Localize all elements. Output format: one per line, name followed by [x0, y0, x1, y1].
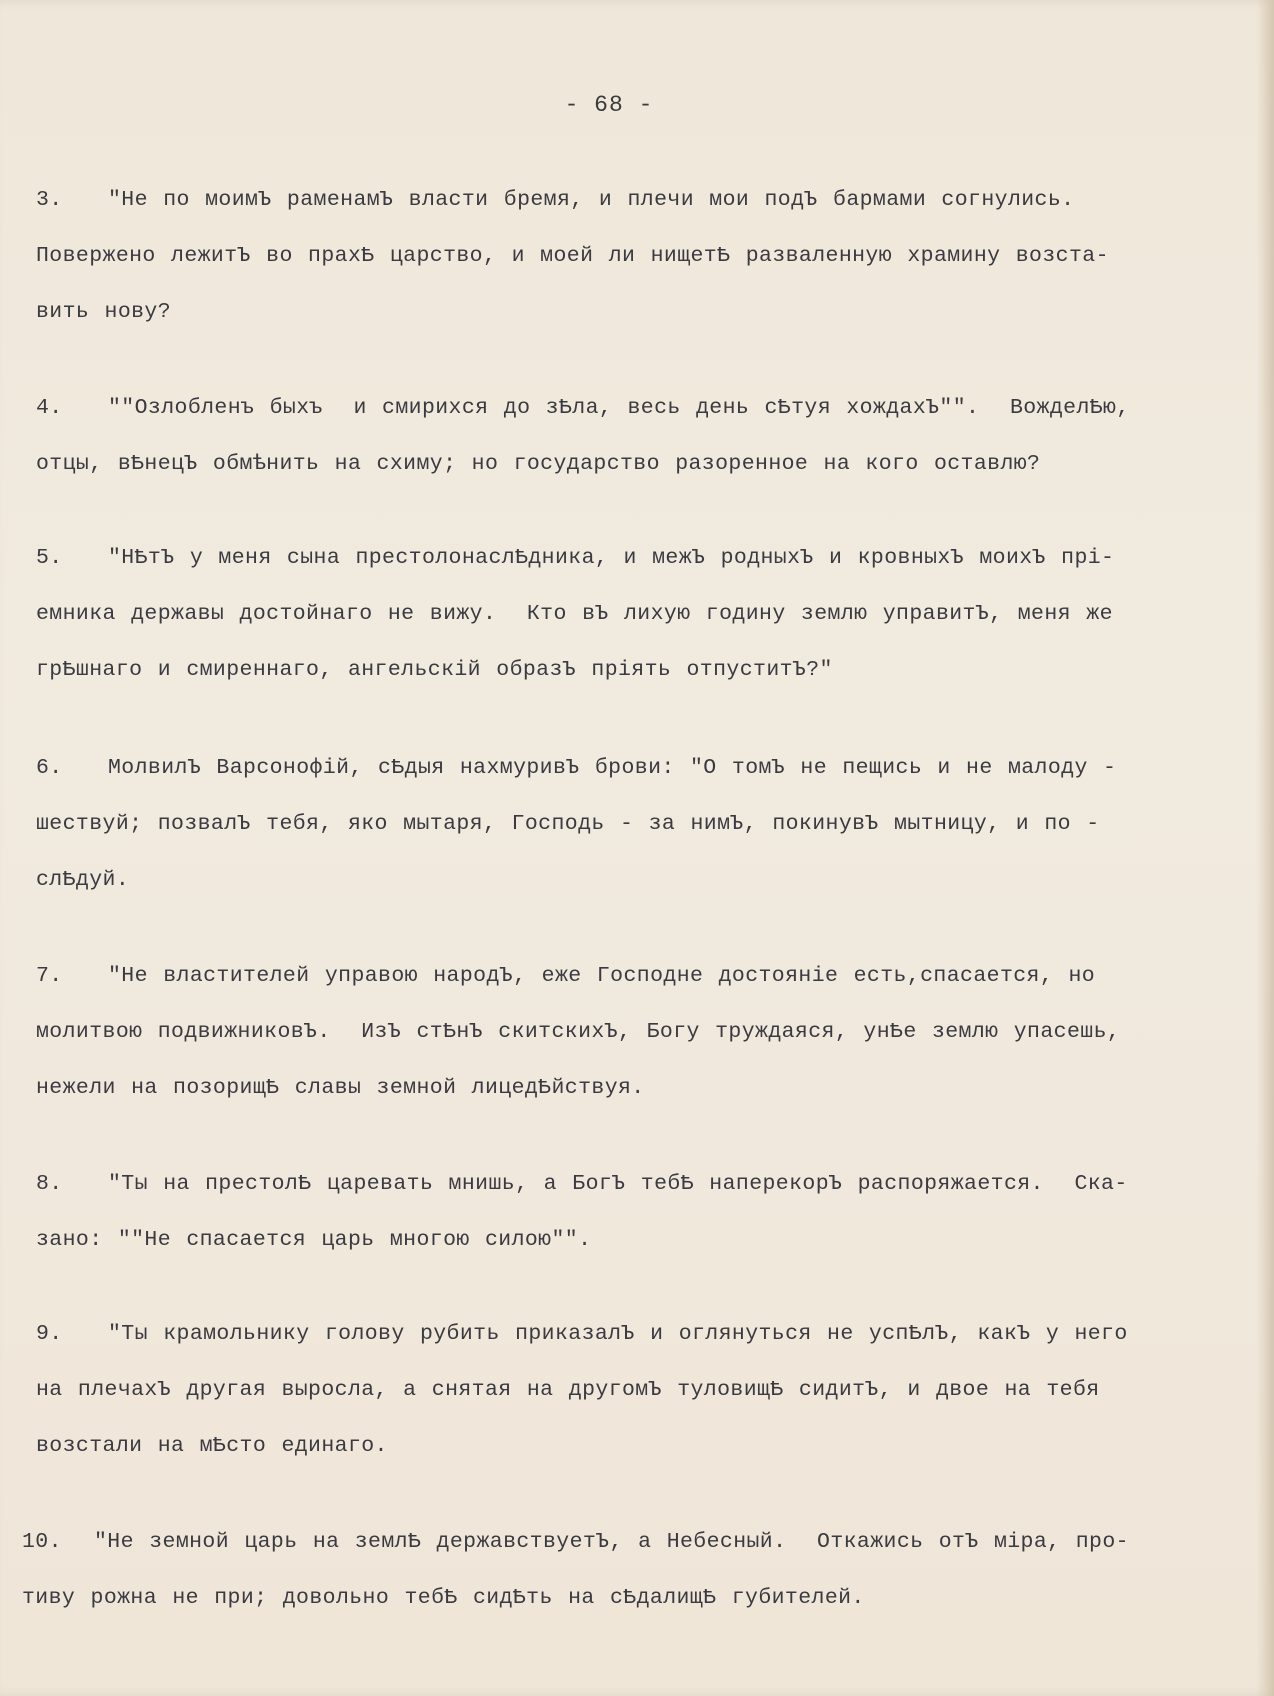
paper-edge-shadow	[1256, 0, 1274, 1696]
paragraph-line: 7. "Не властителей управою народЪ, еже Господне достоянiе есть,спасается, но	[36, 948, 1246, 1004]
paragraph-number: 3.	[36, 188, 63, 212]
paragraph-5	[36, 530, 1246, 698]
paragraph-7	[36, 948, 1246, 1116]
paragraph-line: нежели на позорищѢ славы земной лицедѢйствуя.	[36, 1076, 645, 1100]
paragraph-line: 5. "НѢтЪ у меня сына престолонаслѢдника, и межЪ родныхЪ и кровныхЪ моихЪ прi-	[36, 530, 1246, 586]
paragraph-line: 3. "Не по моимЪ раменамЪ власти бремя, и плечи мои подЪ бармами согнулись.	[36, 172, 1246, 228]
paragraph-line: Повержено лежитЪ во прахѢ царство, и моей ли нищетѢ разваленную храмину возста-	[36, 244, 1109, 268]
paragraph-number: 6.	[36, 756, 63, 780]
paragraph-3	[36, 172, 1246, 340]
paragraph-line: тиву рожна не при; довольно тебѢ сидѢть на сѢдалищѢ губителей.	[22, 1586, 865, 1610]
paragraph-line: 4. ""Озлобленъ быхъ и смирихся до зѢла, весь день сѢтуя хождахЪ"". ВожделѢю,	[36, 380, 1246, 436]
paragraph-number: 8.	[36, 1172, 63, 1196]
paragraph-line: слѢдуй.	[36, 868, 130, 892]
paragraph-line: грѢшнаго и смиреннаго, ангельскiй образЪ прiять отпуститЪ?"	[36, 658, 833, 682]
paragraph-line: 9. "Ты крамольнику голову рубить приказалЪ и оглянуться не успѢлЪ, какЪ у него	[36, 1306, 1246, 1362]
paragraph-number: 4.	[36, 396, 63, 420]
paragraph-number: 9.	[36, 1322, 63, 1346]
paragraph-9	[36, 1306, 1246, 1474]
paragraph-line: возстали на мѢсто единаго.	[36, 1434, 388, 1458]
page-number: - 68 -	[564, 92, 654, 118]
paragraph-6	[36, 740, 1246, 908]
paragraph-line: 8. "Ты на престолѢ царевать мнишь, а БогЪ тебѢ наперекорЪ распоряжается. Ска-	[36, 1156, 1246, 1212]
paragraph-line: 10. "Не земной царь на землѢ державствуетЪ, а Небесный. Откажись отЪ мiра, про-	[22, 1514, 1232, 1570]
paragraph-10	[22, 1514, 1232, 1626]
paragraph-8	[36, 1156, 1246, 1268]
paragraph-line: отцы, вѢнецЪ обмѣнить на схиму; но государство разоренное на кого оставлю?	[36, 452, 1041, 476]
paragraph-number: 5.	[36, 546, 63, 570]
paragraph-line: емника державы достойнаго не вижу. Кто вЪ лихую годину землю управитЪ, меня же	[36, 602, 1113, 626]
paragraph-line: молитвою подвижниковЪ. ИзЪ стѢнЪ скитскихЪ, Богу труждаяся, унѢе землю упасешь,	[36, 1020, 1121, 1044]
paragraph-line: шествуй; позвалЪ тебя, яко мытаря, Господь - за нимЪ, покинувЪ мытницу, и по -	[36, 812, 1100, 836]
paragraph-number: 10.	[22, 1530, 62, 1554]
paragraph-4	[36, 380, 1246, 492]
paragraph-line: вить нову?	[36, 300, 172, 324]
paragraph-line: зано: ""Не спасается царь многою силою"".	[36, 1228, 592, 1252]
paragraph-number: 7.	[36, 964, 63, 988]
paragraph-line: на плечахЪ другая выросла, а снятая на другомЪ туловищѢ сидитЪ, и двое на тебя	[36, 1378, 1100, 1402]
paragraph-line: 6. МолвилЪ Варсонофiй, сѢдыя нахмуривЪ брови: "О томЪ не пещись и не малоду -	[36, 740, 1246, 796]
